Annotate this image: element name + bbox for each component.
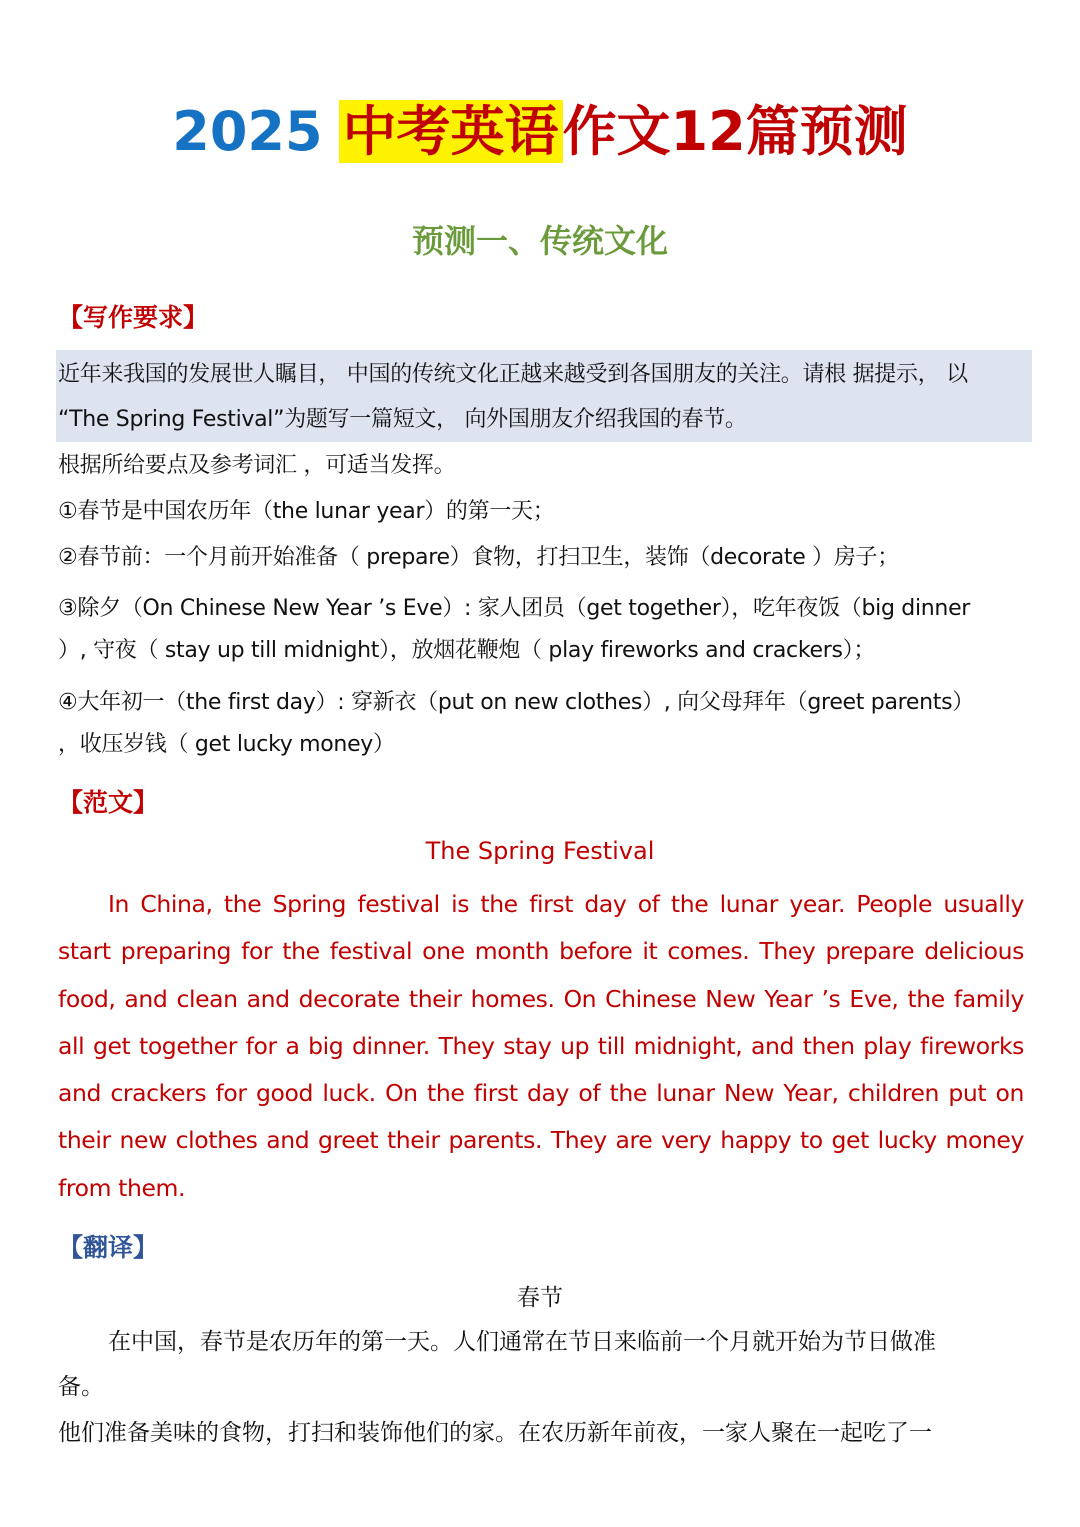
essay-title: The Spring Festival [425, 837, 655, 865]
title-rest: 作文12篇预测 [562, 100, 908, 163]
prompt-line-1: 近年来我国的发展世人瞩目， 中国的传统文化正越来越受到各国朋友的关注。请根 据提示， 以 [58, 362, 968, 387]
point-2: ②春节前：一个月前开始准备（ prepare）食物，打扫卫生，装饰（decorate ）房子； [58, 545, 899, 570]
page-title [0, 84, 1080, 180]
point-4-continued: ，收压岁钱（ get lucky money） [58, 732, 395, 757]
title-year: 2025 [172, 100, 323, 163]
section-subtitle: 预测一、传统文化 [411, 222, 668, 260]
translation-heading: 【翻译】 [58, 1233, 159, 1262]
title-highlight: 中考英语 [339, 100, 563, 163]
translation-line-3: 他们准备美味的食物，打扫和装饰他们的家。在农历新年前夜，一家人聚在一起吃了一 [58, 1420, 932, 1446]
requirements-heading: 【写作要求】 [58, 303, 209, 332]
essay-body: In China, the Spring festival is the first day of the lunar year. People usually start preparing for the festival one month before it comes. They prepare delicious food, and clean and decorate their homes. On Chinese New Year ’s Eve, the family all get together for a big dinner. They stay up till midnight, and then play fireworks and crackers for good luck. On the first day of the lunar New Year, children put on their new clothes and greet their parents. They are very happy to get lucky money from them. [58, 890, 1024, 1202]
translation-title: 春节 [517, 1285, 563, 1311]
model-essay-heading: 【范文】 [58, 788, 159, 817]
point-3-continued: ）, 守夜（ stay up till midnight），放烟花鞭炮（ play fireworks and crackers）； [58, 638, 876, 663]
point-3: ③除夕（On Chinese New Year ’s Eve）: 家人团员（get together），吃年夜饭（big dinner [58, 596, 971, 621]
instruction-line: 根据所给要点及参考词汇 ，可适当发挥。 [58, 453, 456, 478]
point-4: ④大年初一（the first day）: 穿新衣（put on new clothes）, 向父母拜年（greet parents） [58, 690, 974, 715]
translation-line-2: 备。 [58, 1374, 104, 1400]
prompt-line-2: “The Spring Festival”为题写一篇短文， 向外国朋友介绍我国的春节。 [58, 407, 747, 432]
point-1: ①春节是中国农历年（the lunar year）的第一天； [58, 499, 555, 524]
translation-line-1: 在中国，春节是农历年的第一天。人们通常在节日来临前一个月就开始为节日做准 [108, 1329, 936, 1355]
